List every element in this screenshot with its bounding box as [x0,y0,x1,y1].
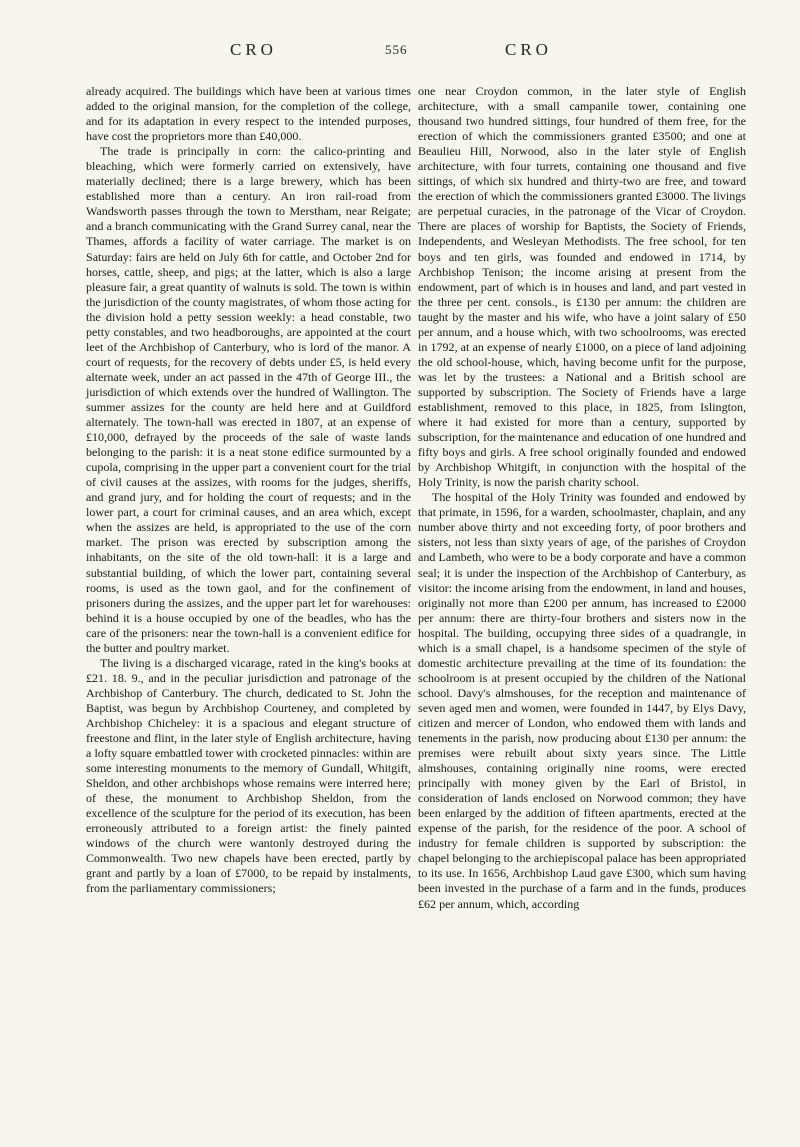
left-column [86,84,411,897]
paragraph: The hospital of the Holy Trinity was founded and endowed by that primate, in 1596, for a warden, schoolmaster, chaplain, and any number above thirty and not exceeding forty, of poor brothers and sisters, not less than sixty years of age, of the parishes of Croydon and Lambeth, who were to be a body corporate and have a common seal; it is under the inspection of the Archbishop of Canterbury, as visitor: the income arising from the endowment, in land and houses, originally not more than £200 per annum, has increased to £2000 per annum: there are thirty-four brothers and sisters now in the hospital. The building, occupying three sides of a quadrangle, in which is a small chapel, is a handsome specimen of the style of domestic architecture prevailing at the time of its foundation: the schoolroom is at present occupied by the children of the National school. Davy's almshouses, for the reception and maintenance of seven aged men and women, were founded in 1447, by Elys Davy, citizen and mercer of London, who endowed them with lands and tenements in the parish, now producing about £130 per annum: the premises were rebuilt about sixty years since. The Little almshouses, containing originally nine rooms, were erected principally with money given by the Earl of Bristol, in consideration of lands enclosed on Norwood common; they have been enlarged by the addition of fifteen apartments, erected at the expense of the parish, for the residence of the poor. A school of industry for female children is supported by subscription: the chapel belonging to the archiepiscopal palace has been appropriated to its use. In 1656, Archbishop Laud gave £300, which sum having been invested in the purchase of a farm and in the funds, produces £62 per annum, which, according [418,490,746,911]
paragraph: one near Croydon common, in the later style of English architecture, with a small campanile tower, containing one thousand two hundred sittings, four hundred of them free, for the erection of which the commissioners granted £3500; and one at Beaulieu Hill, Norwood, also in the later style of English architecture, with four turrets, containing one thousand and five sittings, of which six hundred and thirty-two are free, and toward the erection of which the commissioners granted £3000. The livings are perpetual curacies, in the patronage of the Vicar of Croydon. There are places of worship for Baptists, the Society of Friends, Independents, and Wesleyan Methodists. The free school, for ten boys and ten girls, was founded and endowed in 1714, by Archbishop Tenison; the income arising at present from the endowment, part of which is in houses and land, and part vested in the three per cent. consols., is £130 per annum: the children are taught by the master and his wife, who have a joint salary of £50 per annum, and a house which, with two schoolrooms, was erected in 1792, at an expense of nearly £1000, on a piece of land adjoining the old school-house, which, having become unfit for the purpose, was let by the trustees: a National and a British school are supported by subscription. The Society of Friends have a large establishment, removed to this place, in 1825, from Islington, where it had existed for more than a century, supported by subscription, for the maintenance and education of one hundred and fifty boys and girls. A free school originally founded and endowed by Archbishop Whitgift, in conjunction with the hospital of the Holy Trinity, is now the parish charity school. [418,84,746,490]
page-number: 556 [385,42,408,57]
paragraph: The trade is principally in corn: the calico-printing and bleaching, which were formerly carried on extensively, have materially declined; there is a large brewery, which has been established more than a century. An iron rail-road from Wandsworth passes through the town to Merstham, near Reigate; and a branch communicating with the Grand Surrey canal, near the Thames, affords a facility of water carriage. The market is on Saturday: fairs are held on July 6th for cattle, and October 2nd for horses, cattle, sheep, and pigs; at the latter, which is also a large pleasure fair, a great quantity of walnuts is sold. The town is within the jurisdiction of the county magistrates, of whom those acting for the division hold a petty session weekly: a head constable, two petty constables, and two headboroughs, are appointed at the court leet of the Archbishop of Canterbury, who is lord of the manor. A court of requests, for the recovery of debts under £5, is held every alternate week, under an act passed in the 47th of George III., the jurisdiction of which extends over the hundred of Wallington. The summer assizes for the county are held here and at Guildford alternately. The town-hall was erected in 1807, at an expense of £10,000, defrayed by the proceeds of the sale of waste lands belonging to the parish: it is a neat stone edifice surmounted by a cupola, comprising in the upper part a convenient court for the trial of civil causes at the assizes, with rooms for the judges, sheriffs, and grand jury, and for holding the court of requests; and in the lower part, a court for criminal causes, and an area which, except when the assizes are held, is appropriated to the use of the corn market. The prison was erected by subscription among the inhabitants, on the site of the old town-hall: it is a large and substantial building, of which the lower part, containing several rooms, is used as the town gaol, and for the confinement of prisoners during the assizes, and the upper part let for warehouses: behind it is a house occupied by one of the beadles, who has the care of the prisoners: near the town-hall is a convenient edifice for the butter and poultry market. [86,144,411,655]
paragraph: already acquired. The buildings which have been at various times added to the original mansion, for the completion of the college, and for its adaptation in every respect to the intended purposes, have cost the proprietors more than £40,000. [86,84,411,144]
header-left-word: CRO [230,40,277,59]
paragraph: The living is a discharged vicarage, rated in the king's books at £21. 18. 9., and in the peculiar jurisdiction and patronage of the Archbishop of Canterbury. The church, dedicated to St. John the Baptist, was begun by Archbishop Courteney, and completed by Archbishop Chicheley: it is a spacious and elegant structure of freestone and flint, in the later style of English architecture, having a lofty square embattled tower with crocketed pinnacles: within are some interesting monuments to the memory of Gundall, Whitgift, Sheldon, and other archbishops whose remains were interred here; of these, the monument to Archbishop Sheldon, from the excellence of the sculpture for the period of its execution, has been erroneously attributed to a foreign artist: the finely painted windows of the church were wantonly destroyed during the Commonwealth. Two new chapels have been erected, partly by grant and partly by a loan of £7000, to be repaid by instalments, from the parliamentary commissioners; [86,655,411,896]
header-right-word: CRO [505,40,552,59]
right-column [418,84,746,912]
running-header [0,40,800,70]
